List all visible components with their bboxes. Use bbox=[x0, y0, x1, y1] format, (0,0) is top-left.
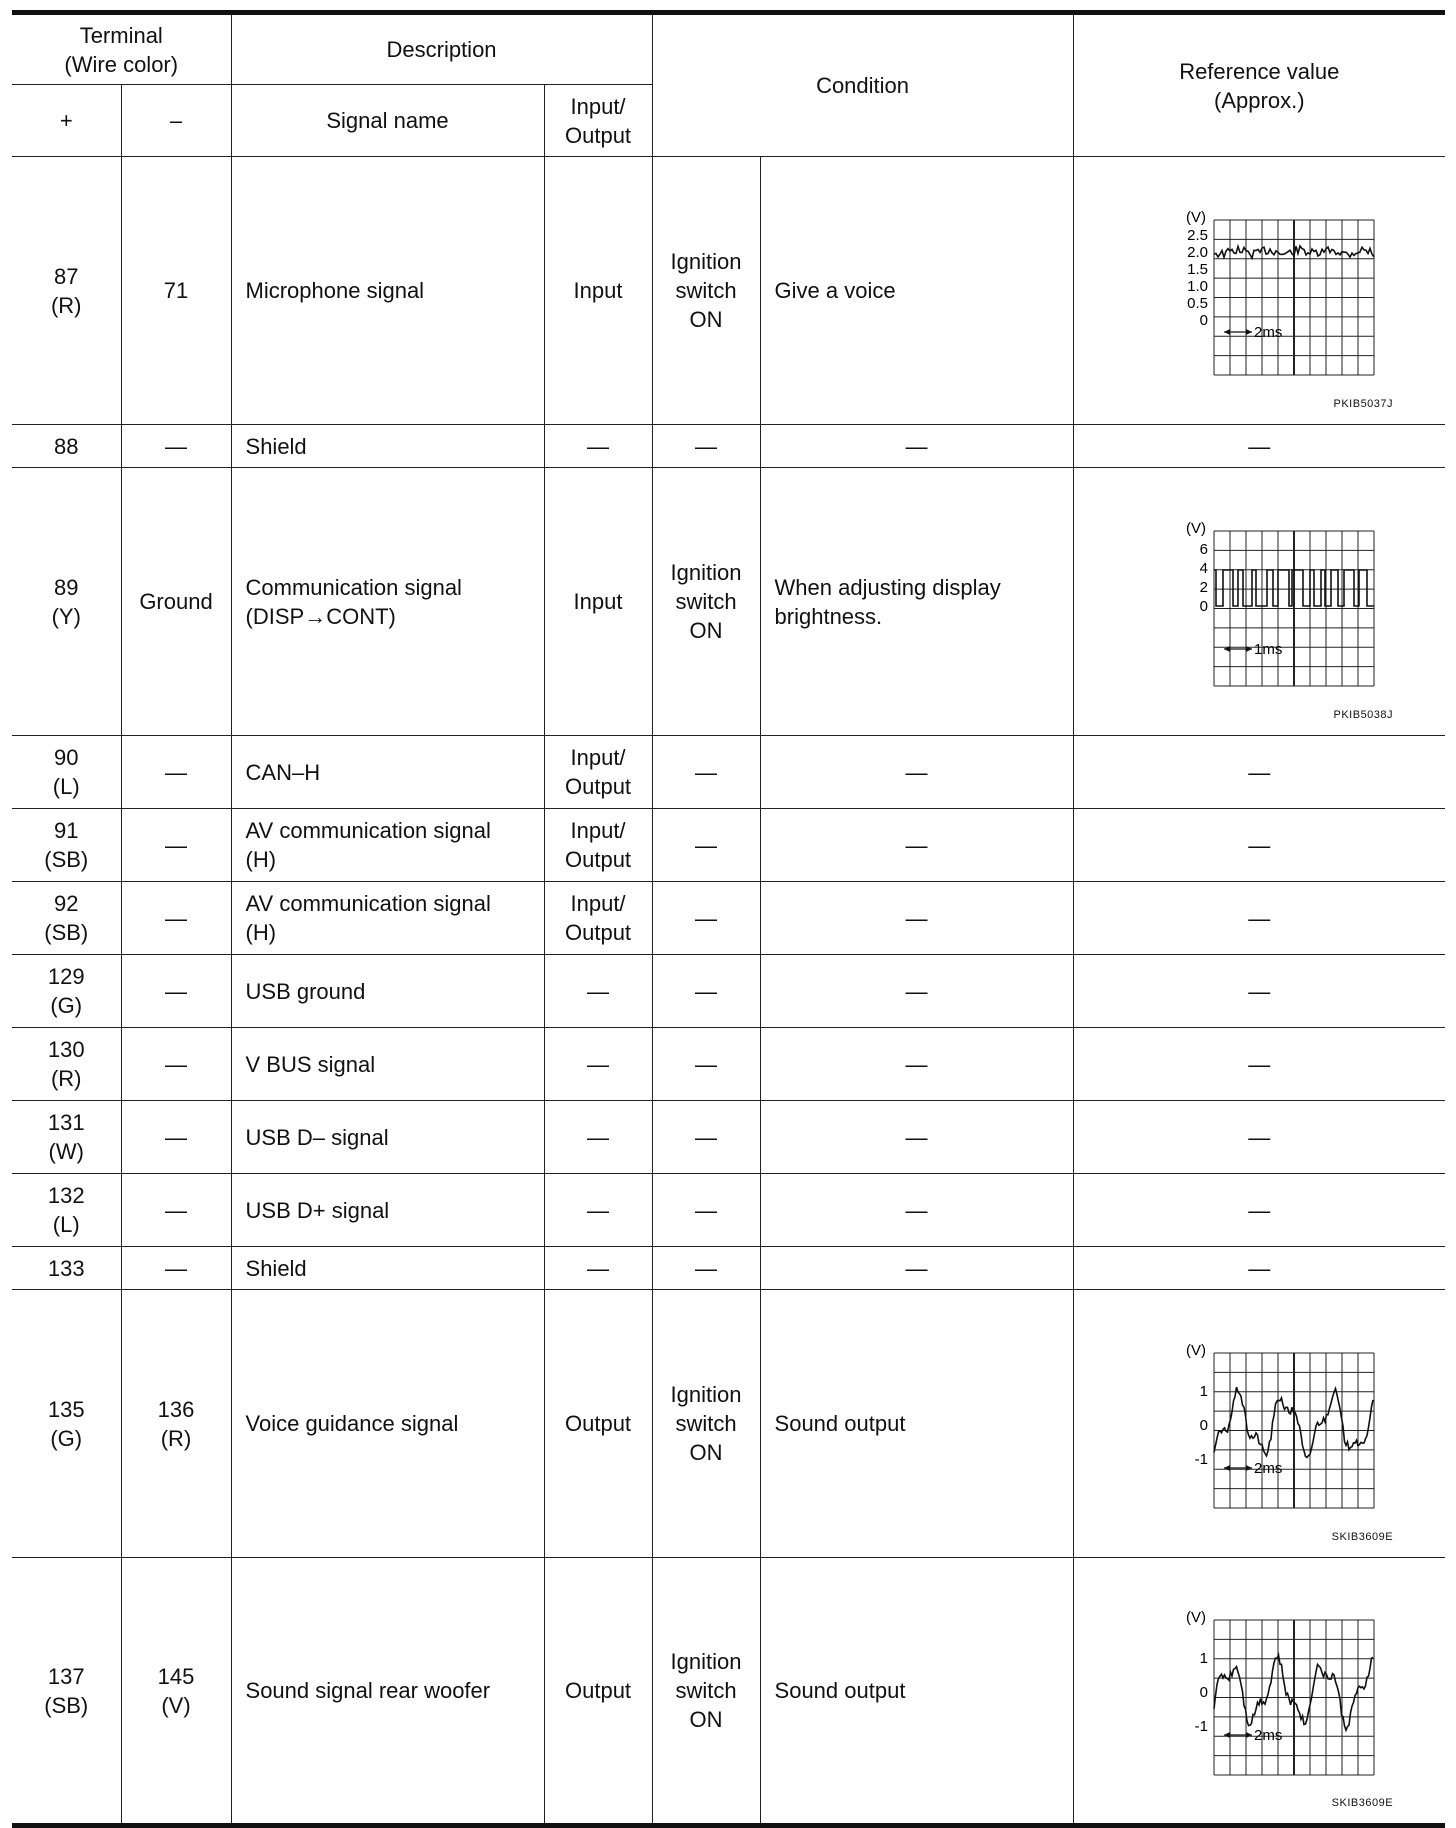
condition-switch bbox=[652, 157, 760, 425]
header-condition: Condition bbox=[652, 13, 1073, 157]
header-minus: – bbox=[121, 85, 231, 157]
time-scale-arrow bbox=[1224, 1732, 1230, 1738]
reference-value bbox=[1073, 1101, 1445, 1174]
input-output-text: — bbox=[587, 1051, 610, 1077]
signal-name-text: USB D– signal bbox=[245, 1124, 389, 1150]
y-tick-label: 1 bbox=[1199, 1382, 1209, 1400]
signal-name bbox=[231, 809, 544, 882]
y-tick-label: 0 bbox=[1199, 1683, 1209, 1701]
condition-detail-text: — bbox=[905, 1255, 928, 1281]
table-row bbox=[12, 1558, 1445, 1826]
y-tick-label: 1.0 bbox=[1187, 277, 1209, 295]
terminal-plus-text: (L) bbox=[52, 1212, 80, 1237]
condition-switch-text: — bbox=[695, 978, 718, 1004]
terminal-plus-text: 91 bbox=[54, 818, 79, 843]
terminal-minus-text: — bbox=[165, 1255, 187, 1281]
condition-detail-text: — bbox=[905, 759, 928, 785]
input-output bbox=[544, 157, 652, 425]
table-row bbox=[12, 1028, 1445, 1101]
condition-detail bbox=[760, 736, 1073, 809]
y-tick-label: 6 bbox=[1199, 540, 1209, 558]
terminal-plus-text: 87 bbox=[54, 263, 79, 289]
condition-switch-text: — bbox=[695, 1124, 718, 1150]
input-output bbox=[544, 468, 652, 736]
reference-value-text: — bbox=[1248, 832, 1271, 858]
signal-name bbox=[231, 1101, 544, 1174]
terminal-plus bbox=[12, 736, 121, 809]
condition-detail bbox=[760, 1558, 1073, 1826]
terminal-minus bbox=[121, 1290, 231, 1558]
input-output-text: — bbox=[587, 433, 610, 459]
signal-name bbox=[231, 882, 544, 955]
condition-switch-text: switch bbox=[675, 278, 737, 303]
signal-name-text: Shield bbox=[245, 433, 307, 459]
condition-detail-text: When adjusting display bbox=[774, 574, 1001, 600]
condition-switch bbox=[652, 1101, 760, 1174]
input-output-text: Output bbox=[565, 774, 632, 799]
input-output-text: — bbox=[587, 1124, 610, 1150]
condition-detail-text: — bbox=[905, 1124, 928, 1150]
terminal-plus-text: (SB) bbox=[44, 847, 89, 872]
terminal-minus-text: — bbox=[165, 1124, 187, 1150]
condition-switch bbox=[652, 1247, 760, 1290]
time-scale-arrow bbox=[1246, 1732, 1252, 1738]
condition-switch-text: ON bbox=[689, 307, 723, 332]
signal-name-text: (DISP→CONT) bbox=[245, 603, 396, 629]
terminal-minus bbox=[121, 1247, 231, 1290]
terminal-minus-text: — bbox=[165, 832, 187, 858]
input-output-text: — bbox=[587, 1197, 610, 1223]
condition-switch bbox=[652, 1028, 760, 1101]
condition-switch-text: — bbox=[695, 905, 718, 931]
condition-switch bbox=[652, 736, 760, 809]
condition-detail-text: — bbox=[905, 978, 928, 1004]
y-tick-label: 1.5 bbox=[1187, 260, 1209, 278]
signal-name-text: CAN–H bbox=[245, 759, 321, 785]
signal-name-text: Communication signal bbox=[245, 574, 462, 600]
terminal-minus bbox=[121, 1174, 231, 1247]
reference-waveform bbox=[1073, 157, 1445, 425]
signal-name bbox=[231, 1290, 544, 1558]
terminal-minus bbox=[121, 882, 231, 955]
time-scale-arrow bbox=[1224, 329, 1230, 335]
terminal-plus bbox=[12, 1558, 121, 1826]
terminal-minus bbox=[121, 1558, 231, 1826]
figure-id: PKIB5037J bbox=[1333, 398, 1394, 410]
reference-value-text: — bbox=[1248, 1124, 1271, 1150]
terminal-plus bbox=[12, 1101, 121, 1174]
condition-detail-text: Sound output bbox=[774, 1411, 906, 1436]
terminal-plus-text: 89 bbox=[54, 574, 79, 600]
terminal-plus-text: 92 bbox=[54, 891, 79, 916]
header-description: Description bbox=[231, 13, 652, 85]
terminal-minus-text: 71 bbox=[163, 278, 189, 303]
terminal-plus bbox=[12, 1028, 121, 1101]
input-output bbox=[544, 736, 652, 809]
input-output-text: Output bbox=[565, 847, 632, 872]
terminal-plus-text: 88 bbox=[54, 433, 79, 459]
reference-value bbox=[1073, 1174, 1445, 1247]
input-output-text: Input/ bbox=[570, 818, 626, 843]
terminal-plus-text: 90 bbox=[54, 745, 79, 770]
y-tick-label: 2.5 bbox=[1187, 226, 1209, 244]
reference-value-text: — bbox=[1248, 433, 1271, 459]
reference-value bbox=[1073, 955, 1445, 1028]
reference-value-text: — bbox=[1248, 978, 1271, 1004]
header-signal-name: Signal name bbox=[231, 85, 544, 157]
time-scale-label: 2ms bbox=[1254, 1726, 1283, 1744]
y-tick-label: 0 bbox=[1199, 597, 1209, 615]
signal-name bbox=[231, 736, 544, 809]
time-scale-label: 2ms bbox=[1254, 1459, 1283, 1477]
unit-label: (V) bbox=[1186, 519, 1207, 537]
reference-value bbox=[1073, 736, 1445, 809]
terminal-minus bbox=[121, 157, 231, 425]
reference-value bbox=[1073, 1247, 1445, 1290]
condition-switch bbox=[652, 809, 760, 882]
terminal-plus bbox=[12, 157, 121, 425]
signal-name-text: V BUS signal bbox=[245, 1051, 376, 1077]
condition-detail-text: Sound output bbox=[774, 1678, 906, 1703]
table-row bbox=[12, 809, 1445, 882]
reference-value-text: — bbox=[1248, 1255, 1271, 1281]
signal-name-text: (H) bbox=[245, 920, 277, 945]
condition-detail bbox=[760, 425, 1073, 468]
table-row bbox=[12, 425, 1445, 468]
terminal-minus-text: — bbox=[165, 1051, 187, 1077]
condition-switch bbox=[652, 468, 760, 736]
signal-name-text: Voice guidance signal bbox=[245, 1411, 459, 1436]
signal-name bbox=[231, 1028, 544, 1101]
y-tick-label: 4 bbox=[1199, 559, 1209, 577]
terminal-plus-text: (L) bbox=[52, 774, 80, 799]
oscilloscope-graph bbox=[1124, 1596, 1394, 1786]
condition-detail bbox=[760, 955, 1073, 1028]
y-tick-label: 2.0 bbox=[1187, 243, 1209, 261]
signal-name-text: Sound signal rear woofer bbox=[245, 1678, 491, 1703]
input-output bbox=[544, 882, 652, 955]
oscilloscope-graph bbox=[1124, 507, 1394, 697]
reference-waveform bbox=[1073, 1558, 1445, 1826]
terminal-plus bbox=[12, 882, 121, 955]
input-output bbox=[544, 425, 652, 468]
input-output bbox=[544, 1290, 652, 1558]
terminal-plus bbox=[12, 425, 121, 468]
terminal-minus-text: (R) bbox=[160, 1425, 192, 1451]
terminal-plus-text: 130 bbox=[47, 1037, 85, 1062]
condition-switch-text: switch bbox=[675, 1678, 737, 1703]
condition-switch-text: Ignition bbox=[670, 1649, 742, 1674]
reference-value bbox=[1073, 882, 1445, 955]
condition-switch-text: — bbox=[695, 759, 718, 785]
condition-detail-text: Give a voice bbox=[774, 278, 896, 303]
condition-detail bbox=[760, 882, 1073, 955]
terminal-plus bbox=[12, 468, 121, 736]
condition-switch-text: — bbox=[695, 433, 718, 459]
reference-value-text: — bbox=[1248, 759, 1271, 785]
terminal-plus-text: (R) bbox=[50, 292, 82, 318]
terminal-plus-text: 135 bbox=[47, 1396, 85, 1422]
terminal-plus-text: (SB) bbox=[44, 1692, 89, 1718]
condition-switch-text: — bbox=[695, 832, 718, 858]
terminal-plus-text: 129 bbox=[47, 964, 85, 989]
unit-label: (V) bbox=[1186, 1341, 1207, 1359]
signal-name bbox=[231, 1558, 544, 1826]
terminal-minus bbox=[121, 736, 231, 809]
time-scale-label: 2ms bbox=[1254, 323, 1283, 341]
signal-name bbox=[231, 1174, 544, 1247]
y-tick-label: -1 bbox=[1194, 1717, 1209, 1735]
table-row bbox=[12, 882, 1445, 955]
terminal-minus bbox=[121, 468, 231, 736]
signal-name bbox=[231, 955, 544, 1028]
input-output-text: Input/ bbox=[570, 745, 626, 770]
terminal-plus-text: 132 bbox=[47, 1183, 85, 1208]
terminal-reference-sheet bbox=[12, 10, 1445, 1828]
condition-switch-text: — bbox=[695, 1255, 718, 1281]
y-tick-label: 1 bbox=[1199, 1649, 1209, 1667]
signal-name-text: USB ground bbox=[245, 978, 366, 1004]
terminal-minus-text: 136 bbox=[157, 1396, 195, 1422]
condition-detail-text: — bbox=[905, 1051, 928, 1077]
input-output-text: Input bbox=[573, 278, 623, 303]
reference-waveform bbox=[1073, 468, 1445, 736]
condition-detail-text: brightness. bbox=[774, 603, 883, 629]
terminal-minus-text: 145 bbox=[157, 1663, 195, 1689]
unit-label: (V) bbox=[1186, 208, 1207, 226]
signal-name-text: AV communication signal bbox=[245, 818, 491, 843]
condition-detail bbox=[760, 468, 1073, 736]
terminal-plus bbox=[12, 809, 121, 882]
unit-label: (V) bbox=[1186, 1608, 1207, 1626]
terminal-minus bbox=[121, 1028, 231, 1101]
condition-detail-text: — bbox=[905, 832, 928, 858]
terminal-table bbox=[12, 10, 1445, 1828]
time-scale-arrow bbox=[1246, 329, 1252, 335]
terminal-minus-text: — bbox=[165, 759, 187, 785]
signal-name-text: USB D+ signal bbox=[245, 1197, 390, 1223]
condition-detail bbox=[760, 157, 1073, 425]
input-output-text: Input bbox=[573, 589, 623, 614]
terminal-plus-text: (G) bbox=[50, 1425, 83, 1451]
table-row bbox=[12, 1247, 1445, 1290]
condition-detail bbox=[760, 1101, 1073, 1174]
condition-detail-text: — bbox=[905, 905, 928, 931]
signal-name-text: AV communication signal bbox=[245, 891, 491, 916]
reference-value-text: — bbox=[1248, 905, 1271, 931]
input-output bbox=[544, 955, 652, 1028]
table-row bbox=[12, 468, 1445, 736]
input-output-text: — bbox=[587, 1255, 610, 1281]
condition-switch-text: — bbox=[695, 1197, 718, 1223]
terminal-minus bbox=[121, 425, 231, 468]
header-reference-value: Reference value (Approx.) bbox=[1073, 13, 1445, 157]
condition-detail bbox=[760, 1290, 1073, 1558]
condition-detail bbox=[760, 1247, 1073, 1290]
table-row bbox=[12, 1101, 1445, 1174]
condition-switch-text: — bbox=[695, 1051, 718, 1077]
condition-detail-text: — bbox=[905, 1197, 928, 1223]
terminal-plus-text: 137 bbox=[47, 1663, 85, 1689]
figure-id: PKIB5038J bbox=[1333, 709, 1394, 721]
condition-switch-text: ON bbox=[689, 1707, 723, 1732]
terminal-minus bbox=[121, 1101, 231, 1174]
condition-detail-text: — bbox=[905, 433, 928, 459]
input-output bbox=[544, 809, 652, 882]
signal-name bbox=[231, 157, 544, 425]
table-row bbox=[12, 736, 1445, 809]
input-output-text: — bbox=[587, 978, 610, 1004]
signal-name bbox=[231, 425, 544, 468]
input-output-text: Output bbox=[565, 1411, 632, 1436]
oscilloscope-graph bbox=[1124, 196, 1394, 386]
condition-switch-text: switch bbox=[675, 1411, 737, 1436]
terminal-minus-text: Ground bbox=[139, 589, 213, 614]
header-plus: + bbox=[12, 85, 121, 157]
table-row bbox=[12, 955, 1445, 1028]
input-output bbox=[544, 1028, 652, 1101]
terminal-minus-text: (V) bbox=[161, 1692, 191, 1718]
terminal-minus-text: — bbox=[165, 978, 187, 1004]
condition-switch bbox=[652, 882, 760, 955]
condition-detail bbox=[760, 809, 1073, 882]
header-terminal: Terminal (Wire color) bbox=[12, 13, 231, 85]
condition-switch-text: Ignition bbox=[670, 1382, 742, 1407]
terminal-plus-text: 133 bbox=[47, 1255, 85, 1281]
terminal-minus bbox=[121, 809, 231, 882]
time-scale-arrow bbox=[1246, 1465, 1252, 1471]
condition-switch-text: Ignition bbox=[670, 560, 742, 585]
condition-switch bbox=[652, 1174, 760, 1247]
condition-switch-text: Ignition bbox=[670, 249, 742, 274]
terminal-plus-text: (G) bbox=[50, 993, 83, 1018]
terminal-minus-text: — bbox=[165, 905, 187, 931]
table-row bbox=[12, 1174, 1445, 1247]
reference-value bbox=[1073, 425, 1445, 468]
condition-switch bbox=[652, 1558, 760, 1826]
table-row bbox=[12, 157, 1445, 425]
reference-value bbox=[1073, 809, 1445, 882]
terminal-plus-text: (SB) bbox=[44, 920, 89, 945]
input-output bbox=[544, 1174, 652, 1247]
terminal-minus-text: — bbox=[165, 1197, 187, 1223]
condition-switch bbox=[652, 1290, 760, 1558]
input-output-text: Output bbox=[565, 920, 632, 945]
time-scale-label: 1ms bbox=[1254, 640, 1283, 658]
y-tick-label: 0.5 bbox=[1187, 294, 1209, 312]
input-output bbox=[544, 1101, 652, 1174]
signal-name-text: (H) bbox=[245, 847, 277, 872]
signal-name bbox=[231, 1247, 544, 1290]
reference-value-text: — bbox=[1248, 1051, 1271, 1077]
terminal-plus bbox=[12, 1174, 121, 1247]
oscilloscope-graph bbox=[1124, 1329, 1394, 1519]
terminal-minus bbox=[121, 955, 231, 1028]
reference-value-text: — bbox=[1248, 1197, 1271, 1223]
signal-name bbox=[231, 468, 544, 736]
reference-waveform bbox=[1073, 1290, 1445, 1558]
condition-switch bbox=[652, 955, 760, 1028]
input-output bbox=[544, 1558, 652, 1826]
y-tick-label: 0 bbox=[1199, 311, 1209, 329]
terminal-minus-text: — bbox=[165, 433, 187, 459]
condition-switch bbox=[652, 425, 760, 468]
terminal-plus bbox=[12, 1290, 121, 1558]
y-tick-label: 0 bbox=[1199, 1416, 1209, 1434]
terminal-plus-text: (W) bbox=[48, 1139, 84, 1164]
condition-switch-text: ON bbox=[689, 1440, 723, 1465]
terminal-plus-text: (R) bbox=[50, 1066, 82, 1091]
terminal-plus-text: 131 bbox=[47, 1110, 85, 1135]
y-tick-label: -1 bbox=[1194, 1450, 1209, 1468]
time-scale-arrow bbox=[1224, 1465, 1230, 1471]
input-output-text: Output bbox=[565, 1678, 632, 1703]
figure-id: SKIB3609E bbox=[1331, 1531, 1394, 1543]
condition-detail bbox=[760, 1028, 1073, 1101]
header-input-output: Input/ Output bbox=[544, 85, 652, 157]
figure-id: SKIB3609E bbox=[1331, 1797, 1394, 1809]
signal-name-text: Shield bbox=[245, 1255, 307, 1281]
terminal-plus bbox=[12, 955, 121, 1028]
input-output-text: Input/ bbox=[570, 891, 626, 916]
y-tick-label: 2 bbox=[1199, 578, 1209, 596]
signal-name-text: Microphone signal bbox=[245, 278, 425, 303]
condition-switch-text: ON bbox=[689, 618, 723, 643]
terminal-plus-text: (Y) bbox=[51, 603, 81, 629]
reference-value bbox=[1073, 1028, 1445, 1101]
condition-detail bbox=[760, 1174, 1073, 1247]
condition-switch-text: switch bbox=[675, 589, 737, 614]
table-row bbox=[12, 1290, 1445, 1558]
input-output bbox=[544, 1247, 652, 1290]
terminal-plus bbox=[12, 1247, 121, 1290]
